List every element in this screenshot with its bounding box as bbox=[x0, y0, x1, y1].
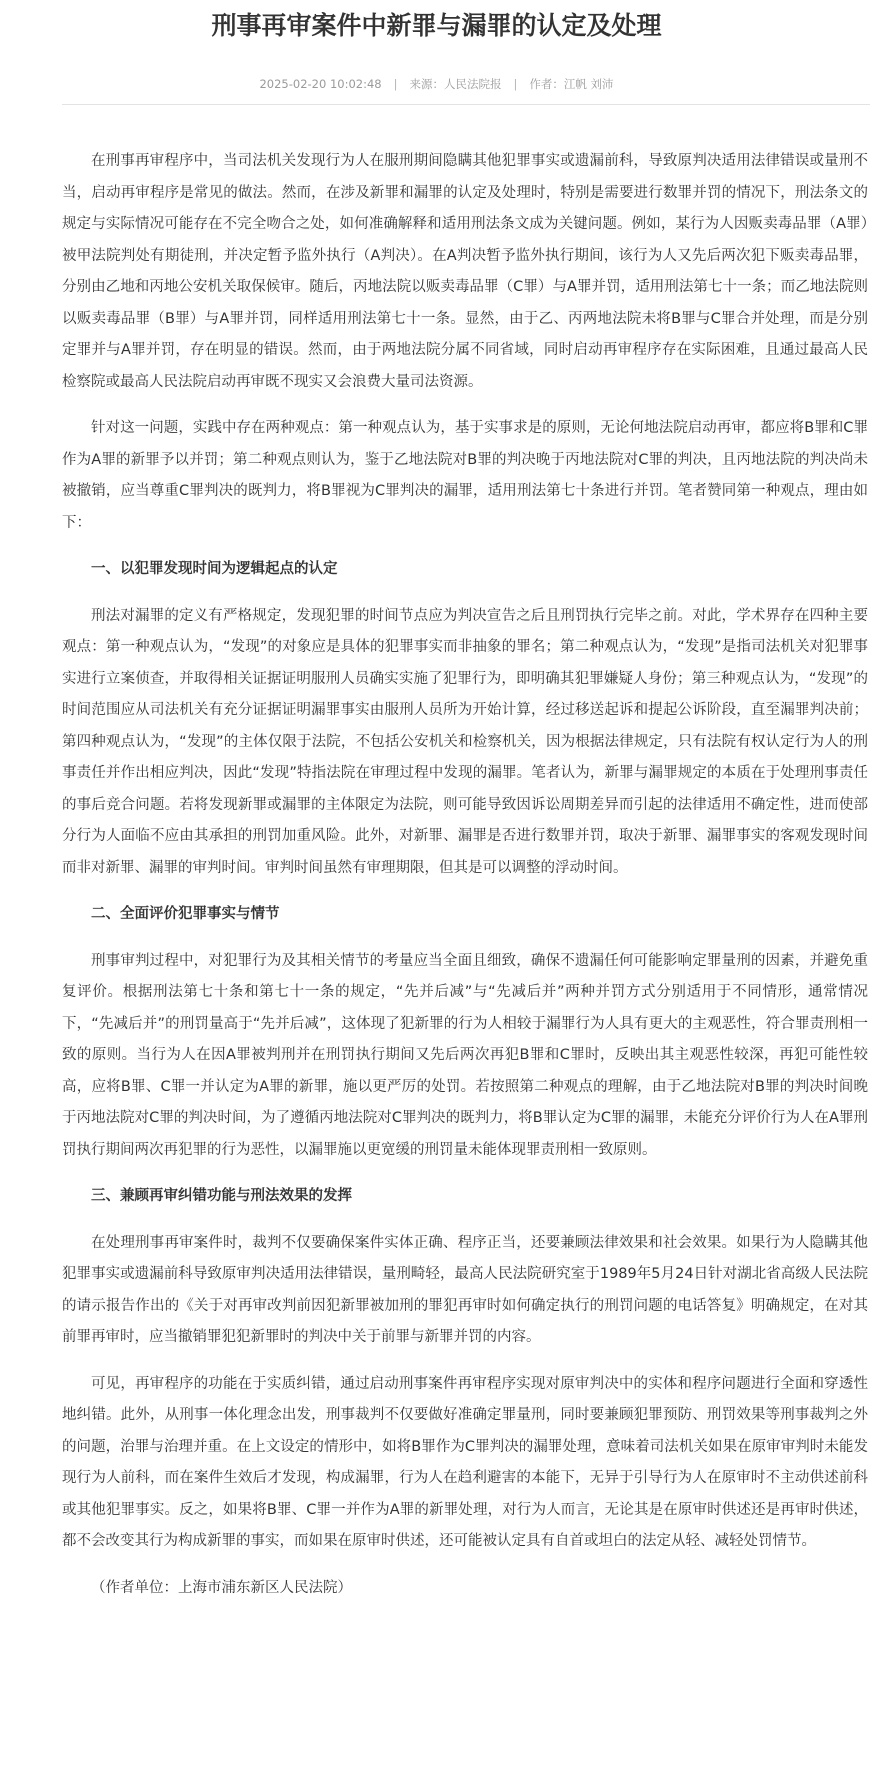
article-author: 作者：江帆 刘沛 bbox=[529, 77, 614, 91]
meta-separator: | bbox=[393, 77, 398, 91]
body-paragraph: 在刑事再审程序中，当司法机关发现行为人在服刑期间隐瞒其他犯罪事实或遗漏前科，导致原判决适用法律错误或量刑不当，启动再审程序是常见的做法。然而，在涉及新罪和漏罪的认定及处理时，特别是需要进行数罪并罚的情况下，刑法条文的规定与实际情况可能存在不完全吻合之处，如何准确解释和适用刑法条文成为关键问题。例如，某行为人因贩卖毒品罪（A罪）被甲法院判处有期徒刑，并决定暂予监外执行（A判决）。在A判决暂予监外执行期间，该行为人又先后两次犯下贩卖毒品罪，分别由乙地和丙地公安机关取保候审。随后，丙地法院以贩卖毒品罪（C罪）与A罪并罚，适用刑法第七十一条；而乙地法院则以贩卖毒品罪（B罪）与A罪并罚，同样适用刑法第七十一条。显然，由于乙、丙两地法院未将B罪与C罪合并处理，而是分别定罪并与A罪并罚，存在明显的错误。然而，由于两地法院分属不同省域，同时启动再审程序存在实际困难，且通过最高人民检察院或最高人民法院启动再审既不现实又会浪费大量司法资源。 bbox=[62, 153, 868, 390]
article-body bbox=[62, 146, 868, 1604]
article-title: 刑事再审案件中新罪与漏罪的认定及处理 bbox=[211, 11, 662, 40]
article-source: 来源：人民法院报 bbox=[409, 77, 502, 91]
section-heading: 三、兼顾再审纠错功能与刑法效果的发挥 bbox=[91, 1188, 352, 1204]
body-paragraph: 在处理刑事再审案件时，裁判不仅要确保案件实体正确、程序正当，还要兼顾法律效果和社会效果。如果行为人隐瞒其他犯罪事实或遗漏前科导致原审判决适用法律错误，量刑畸轻，最高人民法院研究室于1989年5月24日针对湖北省高级人民法院的请示报告作出的《关于对再审改判前因犯新罪被加刑的罪犯再审时如何确定执行的刑罚问题的电话答复》明确规定，在对其前罪再审时，应当撤销罪犯犯新罪时的判决中关于前罪与新罪并罚的内容。 bbox=[62, 1234, 868, 1345]
author-unit: （作者单位：上海市浦东新区人民法院） bbox=[91, 1579, 352, 1596]
article-meta bbox=[0, 76, 873, 92]
section-heading: 一、以犯罪发现时间为逻辑起点的认定 bbox=[91, 561, 338, 577]
section-heading: 二、全面评价犯罪事实与情节 bbox=[91, 906, 280, 922]
body-paragraph: 针对这一问题，实践中存在两种观点：第一种观点认为，基于实事求是的原则，无论何地法院启动再审，都应将B罪和C罪作为A罪的新罪予以并罚；第二种观点则认为，鉴于乙地法院对B罪的判决晚于丙地法院对C罪的判决，且丙地法院的判决尚未被撤销，应当尊重C罪判决的既判力，将B罪视为C罪判决的漏罪，适用刑法第七十条进行并罚。笔者赞同第一种观点，理由如下： bbox=[62, 420, 868, 531]
meta-separator: | bbox=[513, 77, 518, 91]
body-paragraph: 刑法对漏罪的定义有严格规定，发现犯罪的时间节点应为判决宣告之后且刑罚执行完毕之前。对此，学术界存在四种主要观点：第一种观点认为，“发现”的对象应是具体的犯罪事实而非抽象的罪名；第二种观点认为，“发现”是指司法机关对犯罪事实进行立案侦查，并取得相关证据证明服刑人员确实实施了犯罪行为，即明确其犯罪嫌疑人身份；第三种观点认为，“发现”的时间范围应从司法机关有充分证据证明漏罪事实由服刑人员所为开始计算，经过移送起诉和提起公诉阶段，直至漏罪判决前；第四种观点认为，“发现”的主体仅限于法院，不包括公安机关和检察机关，因为根据法律规定，只有法院有权认定行为人的刑事责任并作出相应判决，因此“发现”特指法院在审理过程中发现的漏罪。笔者认为，新罪与漏罪规定的本质在于处理刑事责任的事后竞合问题。若将发现新罪或漏罪的主体限定为法院，则可能导致因诉讼周期差异而引起的法律适用不确定性，进而使部分行为人面临不应由其承担的刑罚加重风险。此外，对新罪、漏罪是否进行数罪并罚，取决于新罪、漏罪事实的客观发现时间而非对新罪、漏罪的审判时间。审判时间虽然有审理期限，但其是可以调整的浮动时间。 bbox=[62, 607, 868, 876]
meta-divider bbox=[62, 104, 870, 105]
publish-datetime: 2025-02-20 10:02:48 bbox=[259, 77, 382, 91]
body-paragraph: 刑事审判过程中，对犯罪行为及其相关情节的考量应当全面且细致，确保不遗漏任何可能影响定罪量刑的因素，并避免重复评价。根据刑法第七十条和第七十一条的规定，“先并后减”与“先减后并”两种并罚方式分别适用于不同情形，通常情况下，“先减后并”的刑罚量高于“先并后减”，这体现了犯新罪的行为人相较于漏罪行为人具有更大的主观恶性，符合罪责刑相一致的原则。当行为人在因A罪被判刑并在刑罚执行期间又先后两次再犯B罪和C罪时，反映出其主观恶性较深，再犯可能性较高，应将B罪、C罪一并认定为A罪的新罪，施以更严厉的处罚。若按照第二种观点的理解，由于乙地法院对B罪的判决时间晚于丙地法院对C罪的判决时间，为了遵循丙地法院对C罪判决的既判力，将B罪认定为C罪的漏罪，未能充分评价行为人在A罪刑罚执行期间两次再犯罪的行为恶性，以漏罪施以更宽缓的刑罚量未能体现罪责刑相一致原则。 bbox=[62, 952, 868, 1158]
body-paragraph: 可见，再审程序的功能在于实质纠错，通过启动刑事案件再审程序实现对原审判决中的实体和程序问题进行全面和穿透性地纠错。此外，从刑事一体化理念出发，刑事裁判不仅要做好准确定罪量刑，同时要兼顾犯罪预防、刑罚效果等刑事裁判之外的问题，治罪与治理并重。在上文设定的情形中，如将B罪作为C罪判决的漏罪处理，意味着司法机关如果在原审审判时未能发现行为人前科，而在案件生效后才发现，构成漏罪，行为人在趋利避害的本能下，无异于引导行为人在原审时不主动供述前科或其他犯罪事实。反之，如果将B罪、C罪一并作为A罪的新罪处理，对行为人而言，无论其是在原审时供述还是再审时供述，都不会改变其行为构成新罪的事实，而如果在原审时供述，还可能被认定具有自首或坦白的法定从轻、减轻处罚情节。 bbox=[62, 1375, 868, 1549]
